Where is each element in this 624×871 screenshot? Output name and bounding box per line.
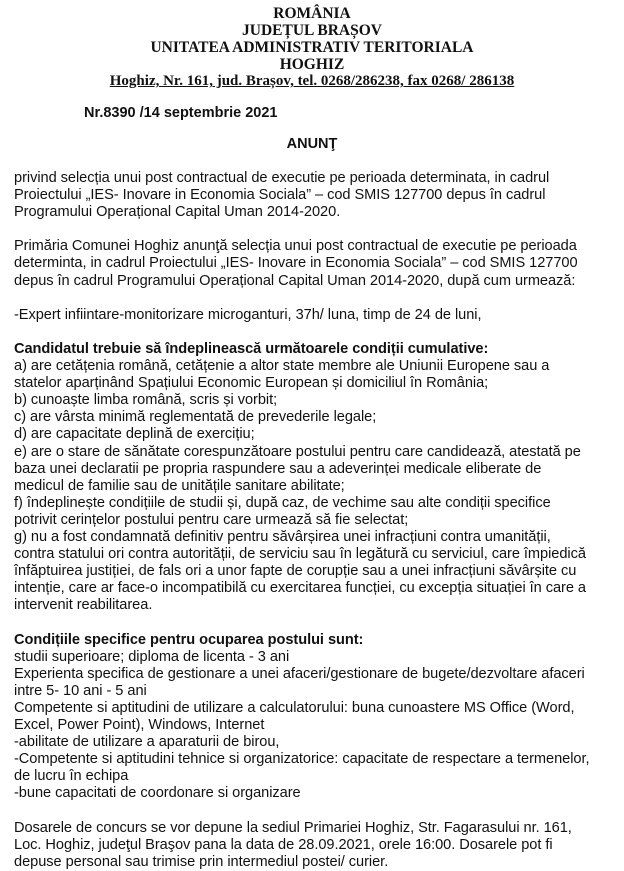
condition-line: de lucru în echipa bbox=[14, 768, 129, 785]
condition-line: c) are vârsta minimă reglementată de prevederile legale; bbox=[14, 409, 377, 426]
condition-line: studii superioare; diploma de licenta - 3 ani bbox=[14, 648, 290, 665]
condition-line: -Competente si aptitudini tehnice si organizatorice: capacitate de respectare a termenelor, bbox=[14, 751, 590, 768]
document-title: ANUNŢ bbox=[286, 136, 338, 152]
condition-line: intre 5- 10 ani - 5 ani bbox=[14, 682, 147, 699]
text-line: Dosarele de concurs se vor depune la sediul Primariei Hoghiz, Str. Fagarasului nr. 161, bbox=[14, 819, 572, 836]
text-line: privind selecția unui post contractual de executie pe perioada determinata, in cadrul bbox=[14, 170, 550, 186]
condition-line: -bune capacitati de coordonare si organizare bbox=[14, 785, 301, 802]
condition-line: statelor aparținând Spațiului Economic European și domiciliul în România; bbox=[14, 375, 489, 392]
letterhead-address: Hoghiz, Nr. 161, jud. Brașov, tel. 0268/286238, fax 0268/ 286138 bbox=[109, 73, 515, 89]
condition-line: intenție, care ar face-o incompatibilă cu exercitarea funcției, cu excepția situației în care a bbox=[14, 580, 587, 597]
letterhead bbox=[0, 5, 624, 90]
condition-line: baza unei declaratii pe propria raspundere sau a adeverinței medicale eliberate de bbox=[14, 460, 542, 477]
condition-line: g) nu a fost condamnată definitiv pentru săvârșirea unei infracțiuni contra umanității, bbox=[14, 528, 551, 545]
condition-line: Excel, Power Point), Windows, Internet bbox=[14, 717, 265, 733]
announcement-paragraph bbox=[14, 238, 618, 289]
condition-line: înfăptuirea justiției, de fals ori a unor fapte de corupție sau a unei infracțiuni săvârșite cu bbox=[14, 563, 577, 580]
specific-conditions-section bbox=[14, 632, 618, 803]
condition-line: e) are o stare de sănătate corespunzătoare postului pentru care candidează, atestată pe bbox=[14, 443, 581, 460]
condition-line: -abilitate de utilizare a aparaturii de birou, bbox=[14, 734, 280, 751]
condition-line: contra statului ori contra autorității, de serviciu sau în legătură cu serviciul, care împiedică bbox=[14, 546, 586, 563]
text-line: Primăria Comunei Hoghiz anunţă selecția unui post contractual de executie pe perioada bbox=[14, 238, 577, 255]
document-body bbox=[14, 170, 618, 871]
condition-line: b) cunoaște limba română, scris și vorbit; bbox=[14, 392, 278, 409]
text-line: determinta, in cadrul Proiectului „IES- Inovare in Economia Sociala” – cod SMIS 127700 bbox=[14, 255, 578, 272]
text-line: depuse personal sau trimise prin intermediul postei/ curier. bbox=[14, 853, 389, 870]
position-line: -Expert infiintare-monitorizare microganturi, 37h/ luna, timp de 24 de luni, bbox=[14, 306, 482, 323]
text-line: depus în cadrul Programului Operațional Capital Uman 2014-2020, după cum urmează: bbox=[14, 272, 576, 289]
letterhead-locality: HOGHIZ bbox=[279, 56, 345, 73]
document-reference: Nr.8390 /14 septembrie 2021 bbox=[84, 105, 278, 121]
intro-paragraph bbox=[14, 170, 618, 221]
condition-line: a) are cetățenia română, cetățenie a altor state membre ale Uniunii Europene sau a bbox=[14, 358, 550, 375]
condition-line: medicul de familie sau de unitățile sanitare abilitate; bbox=[14, 477, 345, 494]
general-conditions-section bbox=[14, 341, 618, 615]
text-line: Proiectului „IES- Inovare in Economia Sociala” – cod SMIS 127700 depus în cadrul bbox=[14, 187, 546, 204]
general-conditions-heading: Candidatul trebuie să îndeplinească următoarele condiții cumulative: bbox=[14, 340, 489, 357]
letterhead-county: JUDEȚUL BRAȘOV bbox=[242, 22, 382, 39]
condition-line: d) are capacitate deplină de exercițiu; bbox=[14, 426, 255, 443]
text-line: Loc. Hoghiz, judeţul Braşov pana la data de 28.09.2021, orele 16:00. Dosarele pot fi bbox=[14, 836, 553, 853]
condition-line: f) îndeplinește condițiile de studii și, după caz, de vechime sau alte condiții specifice bbox=[14, 494, 551, 511]
condition-line: intervenit reabilitarea. bbox=[14, 597, 153, 614]
text-line: Programului Operațional Capital Uman 2014-2020. bbox=[14, 204, 341, 221]
letterhead-country: ROMÂNIA bbox=[273, 5, 351, 22]
condition-line: Experienta specifica de gestionare a unei afaceri/gestionare de bugete/dezvoltare afaceri bbox=[14, 665, 585, 682]
submission-paragraph bbox=[14, 820, 618, 871]
letterhead-unit: UNITATEA ADMINISTRATIV TERITORIALA bbox=[150, 39, 474, 56]
condition-line: Competente si aptitudini de utilizare a calculatorului: buna cunoastere MS Office (Word, bbox=[14, 699, 575, 716]
condition-line: potrivit cerințelor postului pentru care urmează să fie selectat; bbox=[14, 511, 409, 528]
specific-conditions-heading: Condițiile specifice pentru ocuparea postului sunt: bbox=[14, 631, 364, 648]
